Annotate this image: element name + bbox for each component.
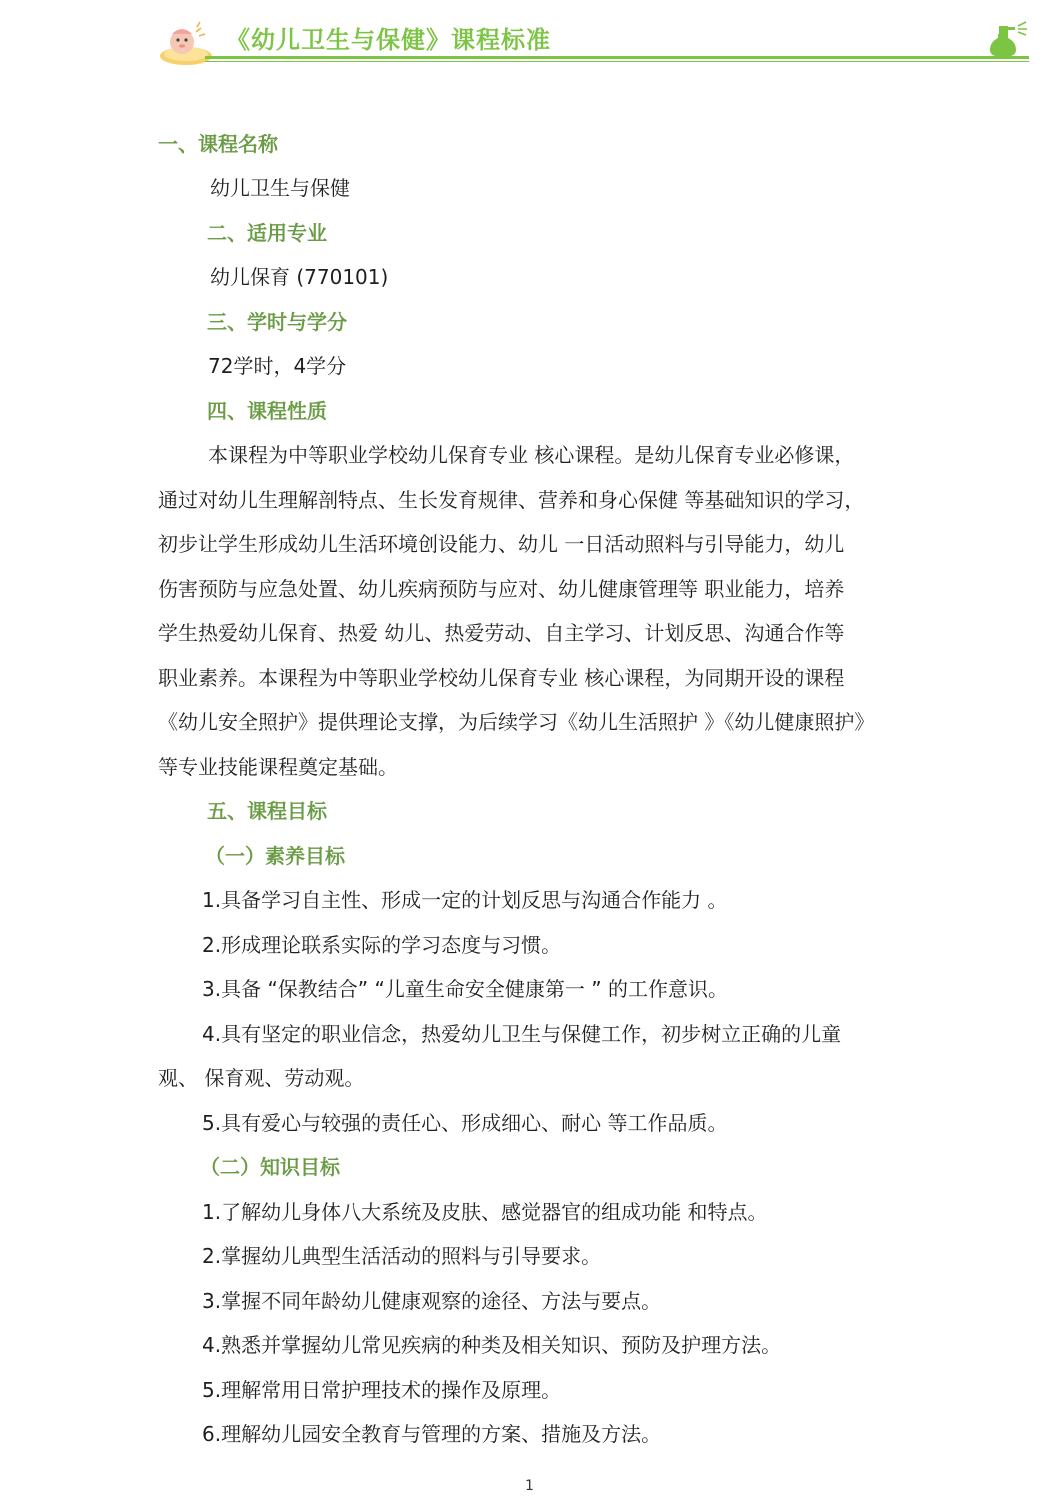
section-heading-course-objectives: 五、课程目标: [207, 799, 327, 823]
course-nature-paragraph-line: 初步让学生形成幼儿生活环境创设能力、幼儿 一日活动照料与引导能力，幼儿: [158, 532, 845, 556]
document-header-title: 《幼儿卫生与保健》课程标准: [226, 26, 551, 54]
header-rule-thick: [205, 56, 1029, 59]
knowledge-objective-item: 5.理解常用日常护理技术的操作及原理。: [202, 1378, 562, 1402]
literacy-objective-item: 1.具备学习自主性、形成一定的计划反思与沟通合作能力 。: [202, 888, 728, 912]
course-nature-paragraph-line: 伤害预防与应急处置、幼儿疾病预防与应对、幼儿健康管理等 职业能力，培养: [158, 577, 845, 601]
page-header: [0, 0, 1059, 70]
course-nature-paragraph-line: 学生热爱幼儿保育、热爱 幼儿、热爱劳动、自主学习、计划反思、沟通合作等: [158, 621, 845, 645]
header-rule-thin: [205, 61, 1029, 62]
course-nature-paragraph-line: 本课程为中等职业学校幼儿保育专业 核心课程。是幼儿保育专业必修课，: [208, 443, 855, 467]
section-heading-hours-credits: 三、学时与学分: [207, 310, 347, 334]
subheading-literacy-objectives: （一）素养目标: [205, 844, 345, 868]
applicable-major-text: 幼儿保育 (770101): [210, 265, 389, 289]
knowledge-objective-item: 3.掌握不同年龄幼儿健康观察的途径、方法与要点。: [202, 1289, 662, 1313]
literacy-objective-item: 2.形成理论联系实际的学习态度与习惯。: [202, 933, 562, 957]
section-heading-applicable-major: 二、适用专业: [207, 221, 327, 245]
literacy-objective-item: 4.具有坚定的职业信念，热爱幼儿卫生与保健工作，初步树立正确的儿童: [202, 1022, 842, 1046]
course-nature-paragraph-line: 等专业技能课程奠定基础。: [158, 755, 398, 779]
literacy-objective-item-continued: 观、 保育观、劳动观。: [158, 1066, 365, 1090]
section-heading-course-name: 一、课程名称: [158, 132, 278, 156]
course-name-text: 幼儿卫生与保健: [210, 176, 350, 200]
knowledge-objective-item: 1.了解幼儿身体八大系统及皮肤、感觉器官的组成功能 和特点。: [202, 1200, 768, 1224]
literacy-objective-item: 5.具有爱心与较强的责任心、形成细心、耐心 等工作品质。: [202, 1111, 728, 1135]
course-nature-paragraph-line: 《幼儿安全照护》提供理论支撑，为后续学习《幼儿生活照护 》《幼儿健康照护》: [158, 710, 875, 734]
hours-credits-text: 72学时，4学分: [208, 354, 347, 378]
literacy-objective-item: 3.具备 “保教结合” “儿童生命安全健康第一 ” 的工作意识。: [202, 977, 728, 1001]
course-nature-paragraph-line: 职业素养。本课程为中等职业学校幼儿保育专业 核心课程，为同期开设的课程: [158, 666, 845, 690]
knowledge-objective-item: 2.掌握幼儿典型生活活动的照料与引导要求。: [202, 1244, 602, 1268]
section-heading-course-nature: 四、课程性质: [207, 399, 327, 423]
subheading-knowledge-objectives: （二）知识目标: [200, 1155, 340, 1179]
knowledge-objective-item: 4.熟悉并掌握幼儿常见疾病的种类及相关知识、预防及护理方法。: [202, 1333, 782, 1357]
page-number: 1: [525, 1478, 534, 1494]
knowledge-objective-item: 6.理解幼儿园安全教育与管理的方案、措施及方法。: [202, 1422, 662, 1446]
course-nature-paragraph-line: 通过对幼儿生理解剖特点、生长发育规律、营养和身心保健 等基础知识的学习，: [158, 488, 865, 512]
spray-bottle-icon: [986, 18, 1030, 58]
